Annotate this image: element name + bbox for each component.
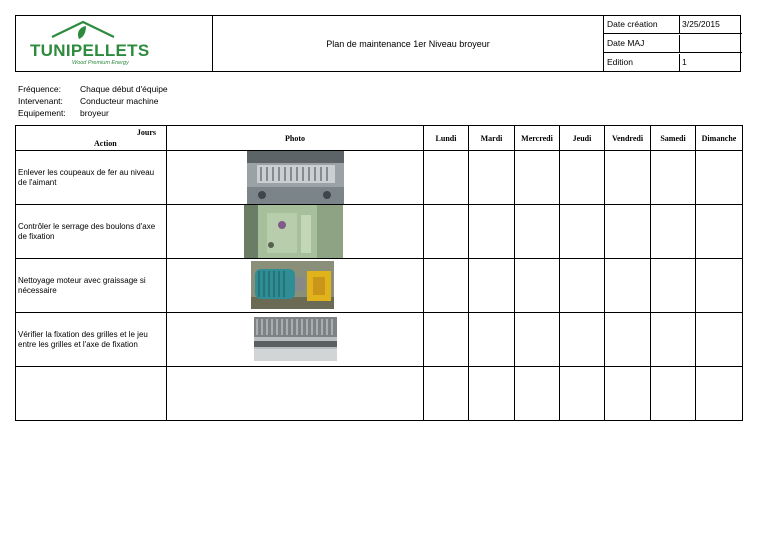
day-check-cell[interactable] [651,367,696,421]
day-check-cell[interactable] [651,205,696,259]
day-check-cell[interactable] [696,313,743,367]
day-check-cell[interactable] [515,259,560,313]
meta-value: 1 [682,57,687,67]
day-check-cell[interactable] [696,151,743,205]
day-check-cell[interactable] [424,259,469,313]
info-value: Conducteur machine [80,96,159,106]
day-check-cell[interactable] [605,151,651,205]
day-check-cell[interactable] [651,151,696,205]
photo-cell [167,259,424,313]
table-row [16,259,743,313]
header-day: Jeudi [560,126,605,151]
header-day: Mardi [469,126,515,151]
day-check-cell[interactable] [560,313,605,367]
day-check-cell[interactable] [424,151,469,205]
photo-cell [167,151,424,205]
table-row [16,313,743,367]
photo-cell [167,367,424,421]
document-title: Plan de maintenance 1er Niveau broyeur [213,16,604,71]
meta-row-creation [604,16,742,34]
day-check-cell[interactable] [469,151,515,205]
day-check-cell[interactable] [469,205,515,259]
header-day: Mercredi [515,126,560,151]
table-row [16,205,743,259]
table-header-row [16,126,743,151]
meta-value: 3/25/2015 [682,19,720,29]
action-cell: Contrôler le serrage des boulons d'axe de fixation [16,205,167,259]
day-check-cell[interactable] [605,313,651,367]
meta-row-edition [604,54,742,72]
day-check-cell[interactable] [560,151,605,205]
action-cell: Nettoyage moteur avec graissage si nécessaire [16,259,167,313]
meta-label: Edition [607,57,633,67]
day-check-cell[interactable] [696,259,743,313]
logo-roof-icon [48,19,118,43]
day-check-cell[interactable] [696,205,743,259]
header-day: Samedi [651,126,696,151]
day-check-cell[interactable] [469,313,515,367]
info-value: broyeur [80,108,109,118]
info-intervenant [18,96,158,106]
table-row [16,151,743,205]
photo-cell [167,313,424,367]
header-day: Vendredi [605,126,651,151]
day-check-cell[interactable] [605,259,651,313]
header-day: Lundi [424,126,469,151]
day-check-cell[interactable] [424,205,469,259]
day-check-cell[interactable] [515,205,560,259]
photo-cell [167,205,424,259]
document-header [15,15,741,72]
magnet-photo [167,151,424,204]
day-check-cell[interactable] [515,367,560,421]
bolts-photo [167,205,424,258]
logo-cell [16,16,213,71]
day-check-cell[interactable] [469,259,515,313]
table-row [16,367,743,421]
action-cell [16,367,167,421]
header-photo: Photo [167,126,424,151]
day-check-cell[interactable] [469,367,515,421]
maintenance-table [15,125,743,421]
day-check-cell[interactable] [651,259,696,313]
day-check-cell[interactable] [605,367,651,421]
header-jours: Jours [136,128,156,137]
day-check-cell[interactable] [515,151,560,205]
logo-wordmark: TUNIPELLETS [30,41,150,60]
day-check-cell[interactable] [696,367,743,421]
header-action: Action [94,139,117,148]
meta-row-maj [604,35,742,53]
day-check-cell[interactable] [424,367,469,421]
action-cell: Vérifier la fixation des grilles et le jeu entre les grilles et l'axe de fixation [16,313,167,367]
day-check-cell[interactable] [560,259,605,313]
day-check-cell[interactable] [560,367,605,421]
motor-photo [167,259,424,312]
day-check-cell[interactable] [560,205,605,259]
meta-block [604,16,742,71]
action-cell: Enlever les coupeaux de fer au niveau de l'aimant [16,151,167,205]
header-action-jours [16,126,167,151]
info-frequence [18,84,168,94]
meta-label: Date création [607,19,658,29]
info-label: Equipement: [18,108,66,118]
day-check-cell[interactable] [424,313,469,367]
header-day: Dimanche [696,126,743,151]
day-check-cell[interactable] [515,313,560,367]
info-label: Intervenant: [18,96,63,106]
info-label: Fréquence: [18,84,61,94]
info-equipement [18,108,109,118]
logo-tagline: Wood Premium Energy [72,60,129,66]
day-check-cell[interactable] [651,313,696,367]
grille-photo [167,313,424,366]
info-value: Chaque début d'équipe [80,84,168,94]
meta-label: Date MAJ [607,38,645,48]
day-check-cell[interactable] [605,205,651,259]
